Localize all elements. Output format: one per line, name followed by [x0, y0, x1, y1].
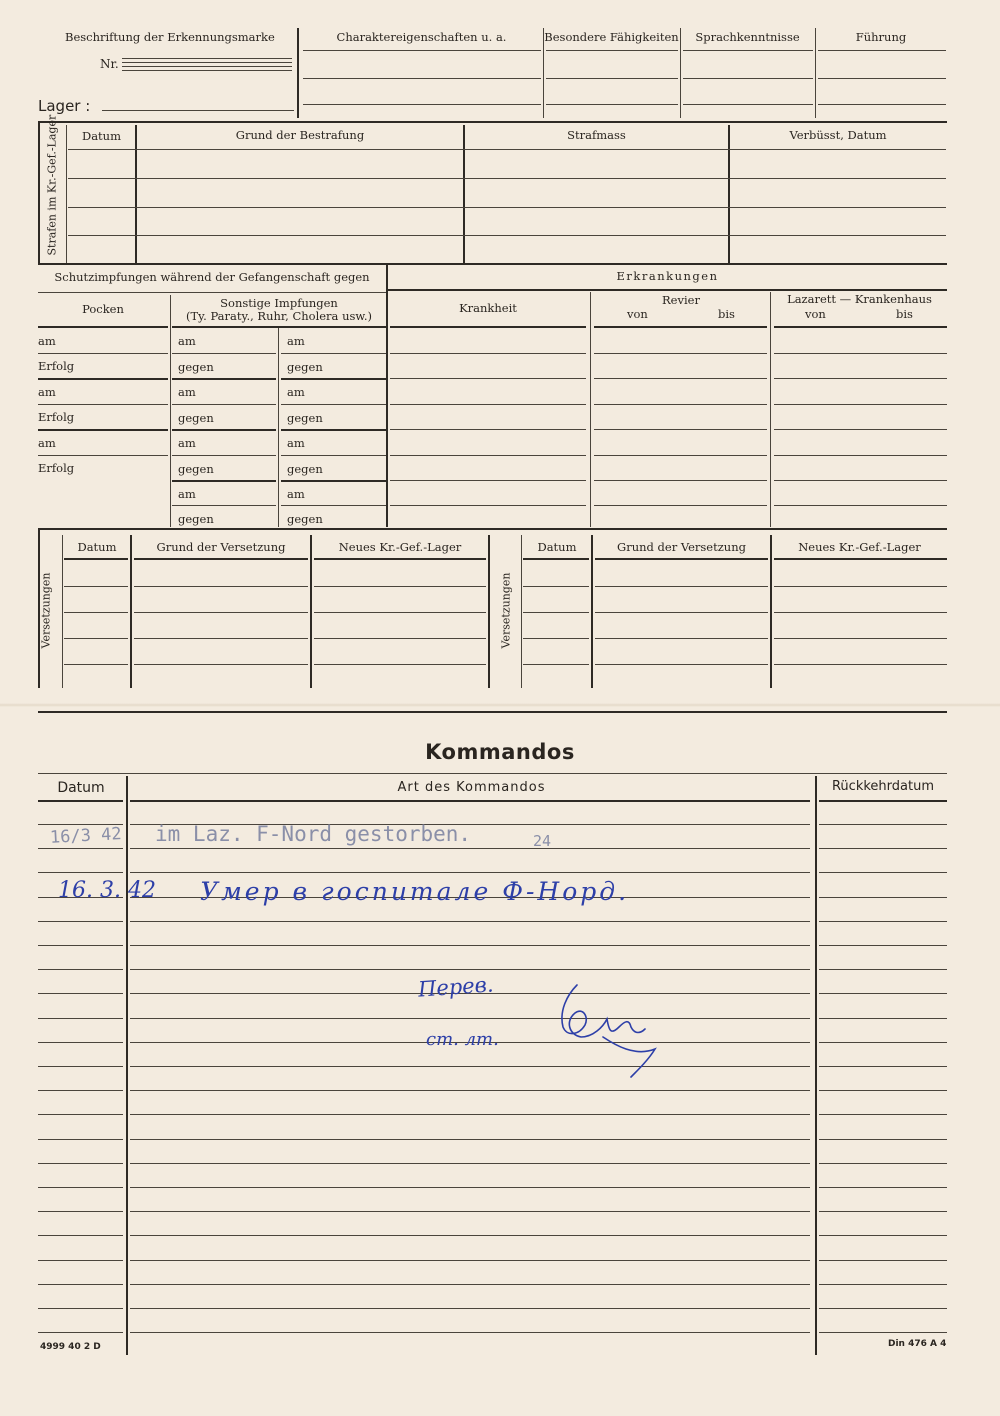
ruled-line [38, 848, 123, 849]
versetzungen-side-label-left: Versetzungen [39, 572, 53, 649]
ruled-line [38, 1066, 123, 1067]
ruled-line [819, 1139, 947, 1140]
ruled-line [819, 921, 947, 922]
pocken-erfolg-2: Erfolg [38, 410, 75, 424]
nr-label: Nr. [100, 57, 119, 71]
ruled-line [130, 969, 810, 970]
pocken-am-3: am [38, 436, 56, 450]
ruled-line [819, 897, 947, 898]
versetzungen-side-label-right: Versetzungen [499, 572, 513, 649]
ruled-line [38, 1163, 123, 1164]
ruled-line [38, 1139, 123, 1140]
fold-line [0, 703, 1000, 707]
erkrankungen-title: Erkrankungen [616, 269, 719, 283]
ruled-line [130, 1187, 810, 1188]
sonstige-am-1a: am [178, 334, 196, 348]
ruled-line [130, 945, 810, 946]
ruled-line [130, 1018, 810, 1019]
ruled-line [38, 1018, 123, 1019]
pocken-label: Pocken [82, 302, 124, 316]
strafen-side-label: Strafen im Kr.-Gef.-Lager [45, 114, 59, 256]
footer-din: Din 476 A 4 [888, 1339, 947, 1349]
signature-scribble-icon [545, 975, 670, 1090]
sonstige-am-3a: am [178, 436, 196, 450]
versetzungen-datum-left: Datum [77, 540, 117, 554]
entry-date-2: 16. 3. 42 [58, 878, 156, 903]
lazarett-von-label: von [805, 307, 826, 321]
ruled-line [819, 1284, 947, 1285]
ruled-line [130, 848, 810, 849]
ruled-line [819, 1018, 947, 1019]
ruled-line [38, 945, 123, 946]
revier-label: Revier [662, 293, 700, 307]
versetzungen-grund-right: Grund der Versetzung [617, 540, 746, 554]
ruled-line [819, 1090, 947, 1091]
verbuesst-label: Verbüsst, Datum [789, 128, 887, 142]
ruled-line [130, 1090, 810, 1091]
rueckkehr-label: Rückkehrdatum [831, 779, 934, 794]
ruled-line [38, 1090, 123, 1091]
sonstige-gegen-1b: gegen [287, 360, 323, 374]
entry-text-1: im Laz. F-Nord gestorben. [155, 822, 472, 846]
versetzungen-neues-right: Neues Kr.-Gef.-Lager [798, 540, 921, 554]
sonstige-gegen-4b: gegen [287, 512, 323, 526]
lazarett-bis-label: bis [896, 307, 913, 321]
ruled-line [819, 1211, 947, 1212]
sonstige-am-4a: am [178, 487, 196, 501]
sonstige-am-4b: am [287, 487, 305, 501]
erkennungsmarke-label: Beschriftung der Erkennungsmarke [65, 30, 275, 44]
ruled-line [819, 872, 947, 873]
sonstige-gegen-1a: gegen [178, 360, 214, 374]
ruled-line [819, 993, 947, 994]
strafen-grund-label: Grund der Bestrafung [235, 128, 365, 142]
pocken-am-1: am [38, 334, 56, 348]
impfungen-title: Schutzimpfungen während der Gefangenschaft gegen [54, 270, 370, 284]
ruled-line [819, 1308, 947, 1309]
kommandos-art-label: Art des Kommandos [397, 780, 546, 795]
entry-date-1: 16/3 42 [49, 824, 123, 848]
footer-form-number: 4999 40 2 D [40, 1342, 101, 1352]
ruled-line [130, 1211, 810, 1212]
ruled-line [819, 1332, 947, 1333]
ruled-line [38, 1114, 123, 1115]
ruled-line [130, 1260, 810, 1261]
ruled-line [38, 969, 123, 970]
strafen-datum-label: Datum [81, 129, 121, 143]
ruled-line [130, 872, 810, 873]
sonstige-label-2: (Ty. Paraty., Ruhr, Cholera usw.) [186, 309, 372, 323]
ruled-line [130, 1163, 810, 1164]
ruled-line [819, 1114, 947, 1115]
ruled-line [819, 1042, 947, 1043]
ruled-line [130, 921, 810, 922]
ruled-line [38, 1308, 123, 1309]
ruled-line [38, 1235, 123, 1236]
ruled-line [819, 1066, 947, 1067]
sonstige-am-2a: am [178, 385, 196, 399]
sonstige-gegen-2a: gegen [178, 411, 214, 425]
versetzungen-grund-left: Grund der Versetzung [156, 540, 286, 554]
kommandos-datum-label: Datum [57, 780, 105, 796]
sonstige-am-2b: am [287, 385, 305, 399]
ruled-line [130, 1114, 810, 1115]
ruled-line [38, 872, 123, 873]
sonstige-label-1: Sonstige Impfungen [220, 296, 338, 310]
sonstige-am-3b: am [287, 436, 305, 450]
sonstige-am-1b: am [287, 334, 305, 348]
ruled-line [38, 1332, 123, 1333]
ruled-line [38, 993, 123, 994]
ruled-line [819, 969, 947, 970]
ruled-line [819, 1260, 947, 1261]
pocken-erfolg-1: Erfolg [38, 359, 75, 373]
ruled-line [38, 1260, 123, 1261]
ruled-line [130, 1284, 810, 1285]
revier-bis-label: bis [718, 307, 735, 321]
ruled-line [130, 1308, 810, 1309]
sonstige-gegen-3b: gegen [287, 462, 323, 476]
ruled-line [819, 1187, 947, 1188]
ruled-line [38, 1284, 123, 1285]
ruled-line [38, 921, 123, 922]
versetzungen-datum-right: Datum [537, 540, 577, 554]
lazarett-label: Lazarett — Krankenhaus [787, 292, 932, 306]
pocken-erfolg-3: Erfolg [38, 461, 75, 475]
ruled-line [130, 1066, 810, 1067]
signature-label-2: ст. лт. [426, 1029, 499, 1050]
ruled-line [819, 1163, 947, 1164]
sprachen-label: Sprachkenntnisse [695, 30, 800, 44]
ruled-line [130, 1235, 810, 1236]
pocken-am-2: am [38, 385, 56, 399]
strafmass-label: Strafmass [567, 128, 626, 142]
krankheit-label: Krankheit [459, 301, 517, 315]
ruled-line [819, 945, 947, 946]
ruled-line [819, 824, 947, 825]
sonstige-gegen-4a: gegen [178, 512, 214, 526]
ruled-line [38, 1042, 123, 1043]
sonstige-gegen-3a: gegen [178, 462, 214, 476]
signature-label-1: Перев. [417, 972, 495, 1002]
fuehrung-label: Führung [855, 30, 907, 44]
ruled-line [819, 1235, 947, 1236]
ruled-line [130, 1139, 810, 1140]
entry-text-2: Умер в госпитале Ф-Норд. [200, 877, 630, 906]
ruled-line [819, 848, 947, 849]
faehigkeiten-label: Besondere Fähigkeiten [544, 30, 679, 44]
ruled-line [38, 1187, 123, 1188]
kommandos-title: Kommandos [425, 740, 575, 764]
entry-note-1: 24 [533, 832, 552, 850]
ruled-line [130, 1332, 810, 1333]
sonstige-gegen-2b: gegen [287, 411, 323, 425]
lager-label: Lager : [38, 97, 91, 115]
versetzungen-neues-left: Neues Kr.-Gef.-Lager [338, 540, 462, 554]
revier-von-label: von [627, 307, 648, 321]
charakter-label: Charaktereigenschaften u. a. [336, 30, 507, 44]
ruled-line [38, 1211, 123, 1212]
